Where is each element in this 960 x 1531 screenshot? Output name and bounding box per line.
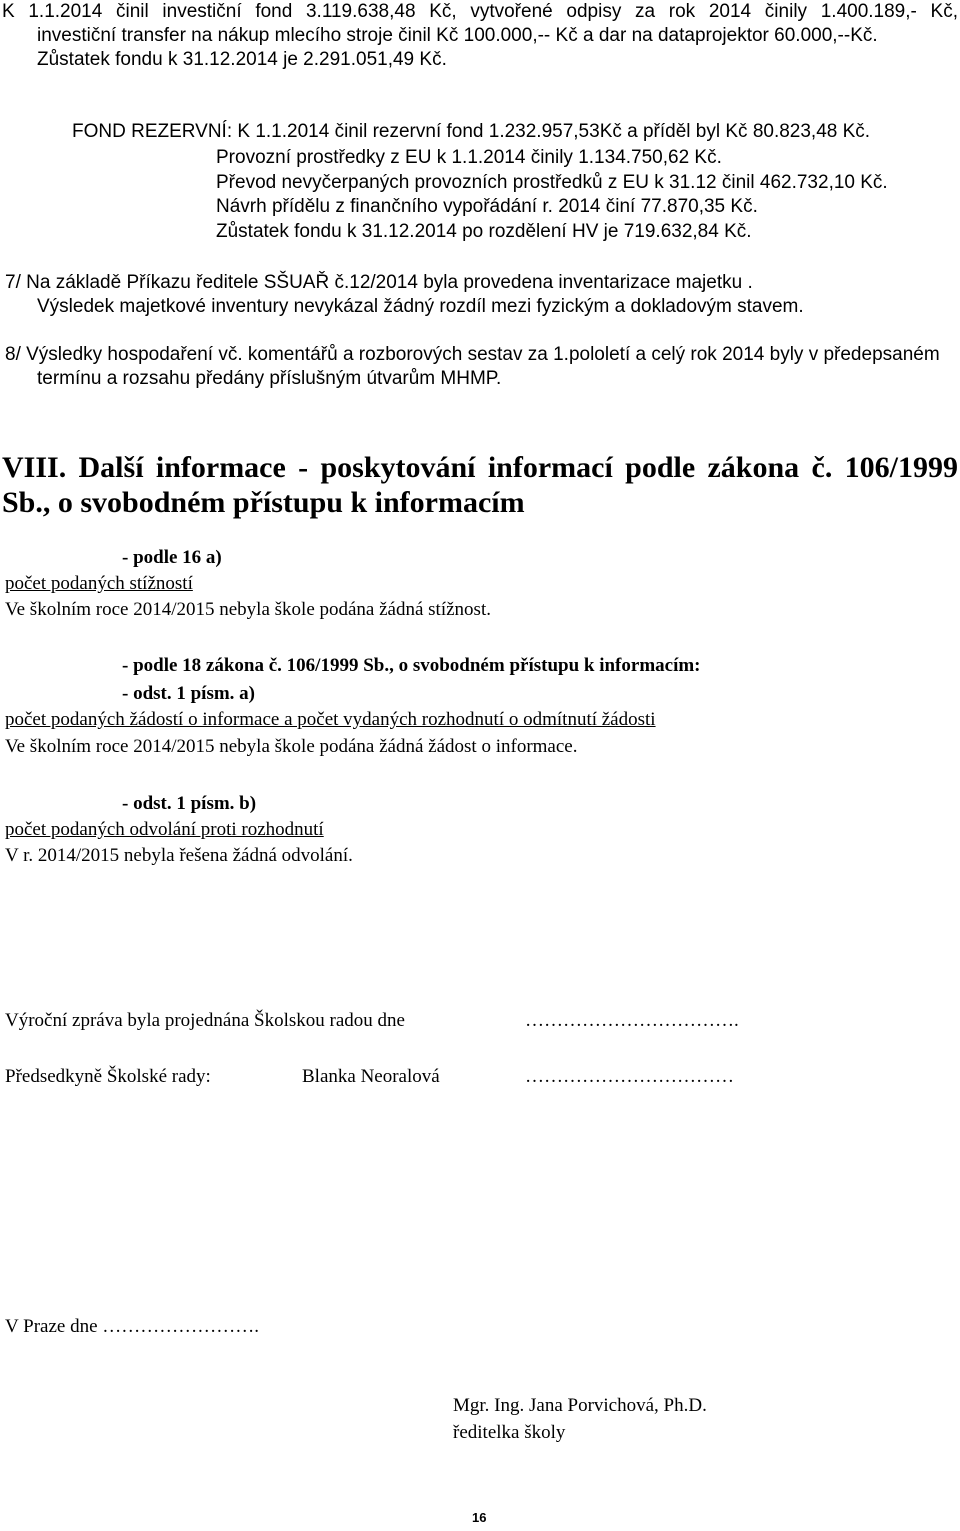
results-line-2: termínu a rozsahu předány příslušným útvarům MHMP. [37,368,502,389]
board-approval-date-blank: ……………………………. [525,1010,739,1031]
paragraph-18-label: - podle 18 zákona č. 106/1999 Sb., o svobodném přístupu k informacím: [122,655,701,676]
reserve-fund-line-4: Návrh přídělu z finančního vypořádání r. 2014 činí 77.870,35 Kč. [216,196,758,217]
reserve-fund-line-2: Provozní prostředky z EU k 1.1.2014 činily 1.134.750,62 Kč. [216,147,722,168]
complaints-title: počet podaných stížností [5,573,193,594]
paragraph-18-sub-b: - odst. 1 písm. b) [122,793,257,814]
reserve-fund-line-1: FOND REZERVNÍ: K 1.1.2014 činil rezervní fond 1.232.957,53Kč a příděl byl Kč 80.823,48 Kč. [72,121,871,142]
board-chair-name: Blanka Neoralová [302,1066,440,1087]
reserve-fund-line-3: Převod nevyčerpaných provozních prostředků z EU k 31.12 činil 462.732,10 Kč. [216,172,888,193]
investment-fund-balance: Zůstatek fondu k 31.12.2014 je 2.291.051,49 Kč. [37,49,447,70]
appeals-title: počet podaných odvolání proti rozhodnutí [5,819,324,840]
inventory-line-2: Výsledek majetkové inventury nevykázal žádný rozdíl mezi fyzickým a dokladovým stavem. [37,296,804,317]
appeals-text: V r. 2014/2015 nebyla řešena žádná odvolání. [5,845,353,866]
paragraph-18-sub-a: - odst. 1 písm. a) [122,683,256,704]
inventory-line-1: 7/ Na základě Příkazu ředitele SŠUAŘ č.12/2014 byla provedena inventarizace majetku . [5,272,753,293]
page-number: 16 [472,1510,487,1525]
complaints-text: Ve školním roce 2014/2015 nebyla škole podána žádná stížnost. [5,599,491,620]
investment-fund-line-2: investiční transfer na nákup mlecího stroje činil Kč 100.000,-- Kč a dar na dataprojektor 60.000,--Kč. [37,25,878,46]
requests-title: počet podaných žádostí o informace a počet vydaných rozhodnutí o odmítnutí žádosti [5,709,656,730]
investment-fund-line-1: K 1.1.2014 činil investiční fond 3.119.638,48 Kč, vytvořené odpisy za rok 2014 činily 1.400.189,- Kč, [2,1,958,22]
results-line-1: 8/ Výsledky hospodaření vč. komentářů a rozborových sestav za 1.pololetí a celý rok 2014 byly v předepsaném [5,344,940,365]
board-chair-label: Předsedkyně Školské rady: [5,1066,211,1087]
requests-text: Ve školním roce 2014/2015 nebyla škole podána žádná žádost o informace. [5,736,578,757]
signer-title: ředitelka školy [453,1422,566,1443]
section-viii-heading-line-1: VIII. Další informace - poskytování informací podle zákona č. 106/1999 [2,451,958,484]
place-and-date: V Praze dne ……………………. [5,1316,260,1337]
signer-name: Mgr. Ing. Jana Porvichová, Ph.D. [453,1395,707,1416]
section-viii-heading-line-2: Sb., o svobodném přístupu k informacím [2,486,525,519]
board-chair-signature-blank: …………………………… [525,1066,734,1087]
reserve-fund-balance: Zůstatek fondu k 31.12.2014 po rozdělení HV je 719.632,84 Kč. [216,221,752,242]
board-approval-label: Výroční zpráva byla projednána Školskou radou dne [5,1010,405,1031]
paragraph-16a-label: - podle 16 a) [122,547,222,568]
